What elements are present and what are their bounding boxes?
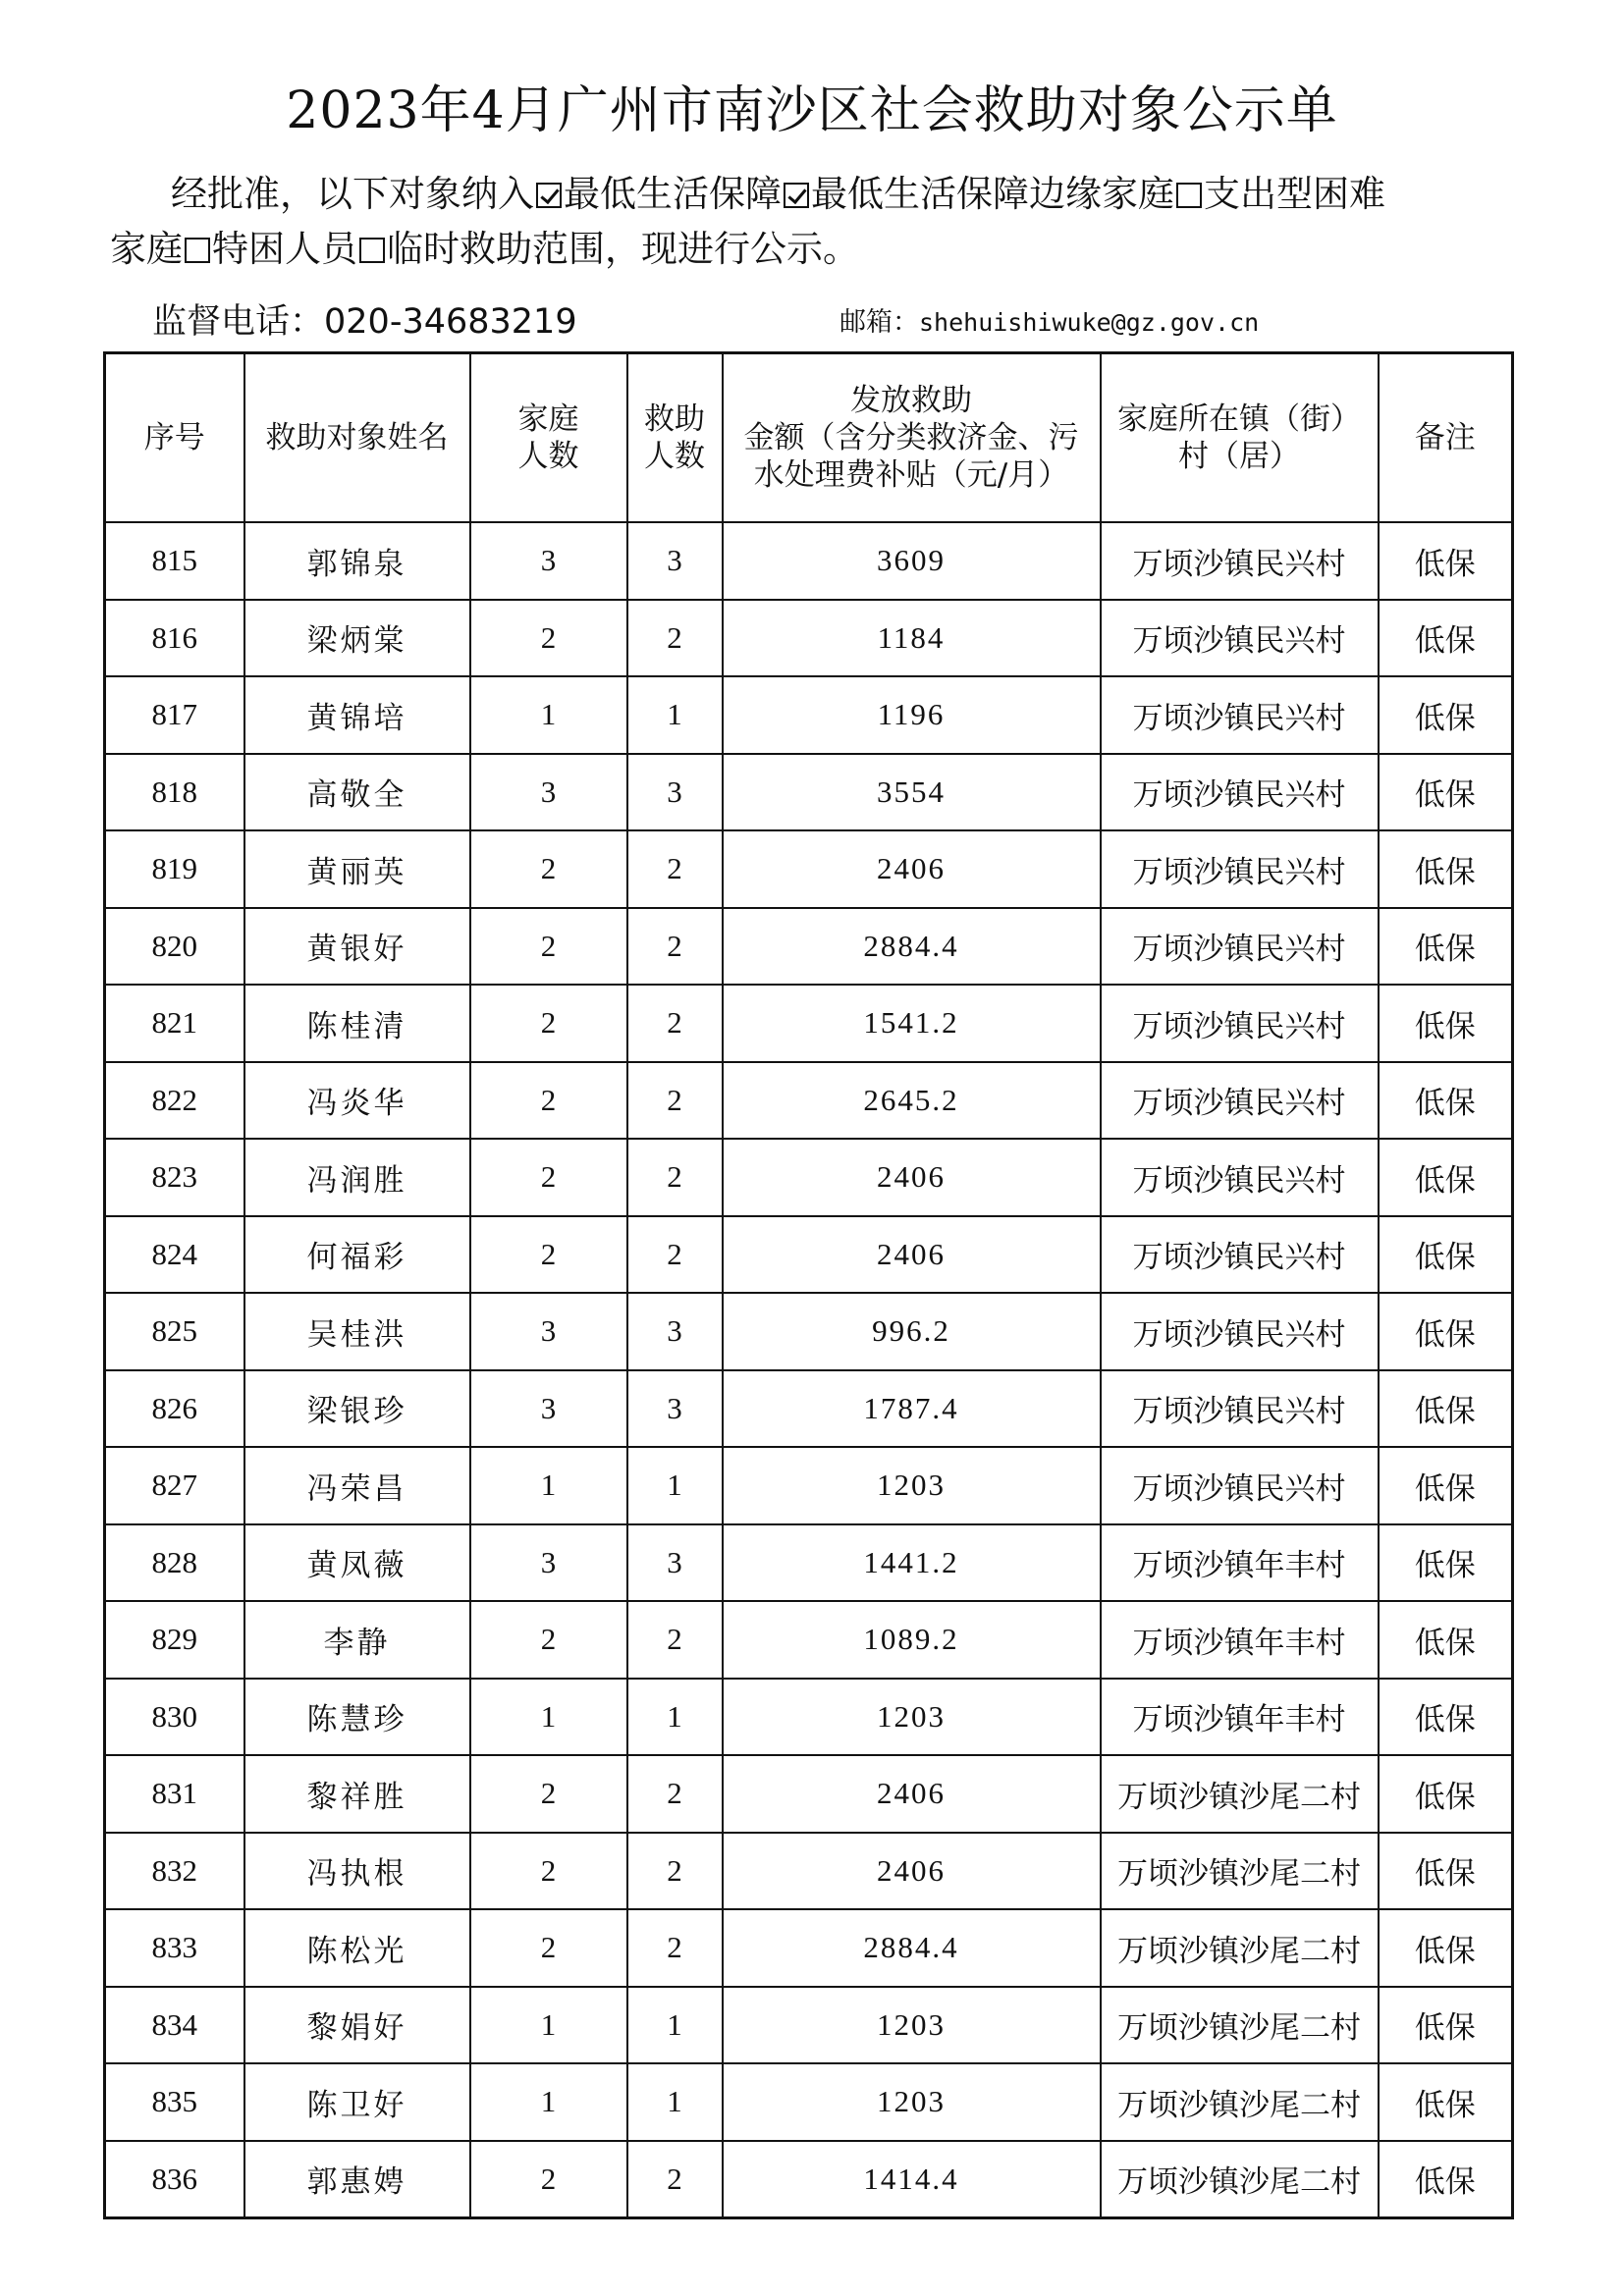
cell-name: 黄银好 (244, 908, 470, 986)
table-row (105, 2141, 1513, 2218)
table-row (105, 754, 1513, 831)
cell-seq: 819 (105, 830, 244, 908)
cell-location: 万顷沙镇民兴村 (1101, 908, 1379, 986)
cell-location: 万顷沙镇民兴村 (1101, 1062, 1379, 1140)
cell-note: 低保 (1379, 522, 1513, 600)
page-title: 2023年4月广州市南沙区社会救助对象公示单 (286, 81, 1338, 140)
cell-amount: 2406 (723, 1833, 1101, 1910)
cell-seq: 820 (105, 908, 244, 986)
cell-family-size: 1 (470, 1987, 627, 2064)
cell-name: 高敬全 (244, 754, 470, 831)
cell-location: 万顷沙镇民兴村 (1101, 1293, 1379, 1370)
cell-family-size: 2 (470, 1139, 627, 1216)
cell-seq: 829 (105, 1601, 244, 1679)
cell-amount: 996.2 (723, 1293, 1101, 1370)
contact-line (152, 294, 1330, 344)
cell-family-size: 2 (470, 908, 627, 986)
cell-note: 低保 (1379, 754, 1513, 831)
cell-amount: 1787.4 (723, 1370, 1101, 1448)
cell-amount: 2645.2 (723, 1062, 1101, 1140)
checkbox-marginal-family (784, 183, 809, 208)
intro-prefix: 经批准，以下对象纳入 (171, 173, 534, 215)
cell-note: 低保 (1379, 676, 1513, 754)
cell-aided-count: 3 (627, 754, 723, 831)
header-location (1101, 353, 1379, 523)
cell-amount: 1541.2 (723, 985, 1101, 1062)
cell-name: 黄丽英 (244, 830, 470, 908)
table-row (105, 1062, 1513, 1140)
option-extreme-poverty: 特困人员 (212, 228, 357, 270)
cell-family-size: 2 (470, 1062, 627, 1140)
cell-note: 低保 (1379, 1370, 1513, 1448)
cell-amount: 1203 (723, 1679, 1101, 1756)
email-block (839, 300, 1259, 339)
cell-amount: 1203 (723, 1447, 1101, 1524)
table-row (105, 830, 1513, 908)
cell-family-size: 3 (470, 1370, 627, 1448)
cell-family-size: 2 (470, 600, 627, 677)
cell-amount: 2406 (723, 830, 1101, 908)
cell-note: 低保 (1379, 1909, 1513, 1987)
table-row (105, 1447, 1513, 1524)
header-aided-l2: 人数 (644, 439, 705, 474)
cell-seq: 824 (105, 1216, 244, 1294)
cell-family-size: 1 (470, 676, 627, 754)
cell-name: 冯执根 (244, 1833, 470, 1910)
cell-family-size: 2 (470, 2141, 627, 2218)
cell-name: 郭锦泉 (244, 522, 470, 600)
cell-family-size: 2 (470, 1909, 627, 1987)
cell-amount: 1203 (723, 2063, 1101, 2141)
cell-family-size: 3 (470, 754, 627, 831)
cell-seq: 834 (105, 1987, 244, 2064)
header-amount-l2: 金额（含分类救济金、污 (743, 420, 1079, 455)
header-family-l2: 人数 (517, 439, 579, 474)
cell-amount: 2406 (723, 1755, 1101, 1833)
checkbox-expenditure-hardship (1176, 183, 1202, 208)
cell-aided-count: 2 (627, 600, 723, 677)
cell-location: 万顷沙镇沙尾二村 (1101, 2141, 1379, 2218)
cell-aided-count: 1 (627, 1679, 723, 1756)
table-row (105, 1679, 1513, 1756)
cell-aided-count: 3 (627, 1524, 723, 1602)
table-row (105, 600, 1513, 677)
cell-location: 万顷沙镇年丰村 (1101, 1679, 1379, 1756)
cell-note: 低保 (1379, 600, 1513, 677)
header-family-size (470, 353, 627, 523)
cell-note: 低保 (1379, 1447, 1513, 1524)
option-expenditure-hardship: 支出型困难 (1204, 173, 1385, 215)
table-row (105, 1909, 1513, 1987)
cell-location: 万顷沙镇民兴村 (1101, 522, 1379, 600)
table-row (105, 1601, 1513, 1679)
cell-seq: 821 (105, 985, 244, 1062)
table-row (105, 676, 1513, 754)
header-amount-l1: 发放救助 (850, 383, 972, 418)
cell-name: 黎祥胜 (244, 1755, 470, 1833)
table-row (105, 1139, 1513, 1216)
table-row (105, 985, 1513, 1062)
cell-aided-count: 2 (627, 2141, 723, 2218)
table-row (105, 1833, 1513, 1910)
cell-aided-count: 3 (627, 1370, 723, 1448)
cell-amount: 2884.4 (723, 1909, 1101, 1987)
intro-line-1 (110, 167, 1514, 222)
cell-amount: 1089.2 (723, 1601, 1101, 1679)
cell-name: 李静 (244, 1601, 470, 1679)
cell-note: 低保 (1379, 1216, 1513, 1294)
cell-family-size: 3 (470, 1524, 627, 1602)
cell-note: 低保 (1379, 1524, 1513, 1602)
cell-amount: 1414.4 (723, 2141, 1101, 2218)
cell-location: 万顷沙镇年丰村 (1101, 1524, 1379, 1602)
cell-family-size: 1 (470, 1679, 627, 1756)
assistance-table (103, 351, 1514, 2219)
header-amount (723, 353, 1101, 523)
header-name: 救助对象姓名 (244, 353, 470, 523)
table-row (105, 1216, 1513, 1294)
cell-seq: 818 (105, 754, 244, 831)
cell-aided-count: 2 (627, 985, 723, 1062)
cell-seq: 815 (105, 522, 244, 600)
cell-name: 陈松光 (244, 1909, 470, 1987)
cell-note: 低保 (1379, 1062, 1513, 1140)
cell-location: 万顷沙镇民兴村 (1101, 1216, 1379, 1294)
cell-amount: 2884.4 (723, 908, 1101, 986)
cell-amount: 3554 (723, 754, 1101, 831)
cell-aided-count: 1 (627, 1987, 723, 2064)
cell-family-size: 1 (470, 1447, 627, 1524)
header-amount-l3: 水处理费补贴（元/月） (753, 457, 1069, 493)
cell-seq: 827 (105, 1447, 244, 1524)
cell-location: 万顷沙镇民兴村 (1101, 985, 1379, 1062)
header-location-l2: 村（居） (1178, 439, 1300, 474)
cell-name: 陈卫好 (244, 2063, 470, 2141)
cell-aided-count: 2 (627, 1062, 723, 1140)
cell-name: 梁炳棠 (244, 600, 470, 677)
phone-label: 监督电话： (152, 302, 325, 342)
cell-aided-count: 1 (627, 676, 723, 754)
cell-family-size: 2 (470, 1601, 627, 1679)
option-marginal-family: 最低生活保障边缘家庭 (811, 173, 1174, 215)
checkbox-temporary-assistance (359, 238, 385, 263)
table-header-row (105, 353, 1513, 523)
cell-seq: 833 (105, 1909, 244, 1987)
cell-location: 万顷沙镇民兴村 (1101, 676, 1379, 754)
cell-name: 黄锦培 (244, 676, 470, 754)
cell-family-size: 2 (470, 985, 627, 1062)
cell-location: 万顷沙镇沙尾二村 (1101, 1833, 1379, 1910)
table-row (105, 522, 1513, 600)
checkbox-minimum-living-security (536, 183, 562, 208)
table-row (105, 2063, 1513, 2141)
cell-name: 梁银珍 (244, 1370, 470, 1448)
cell-amount: 1184 (723, 600, 1101, 677)
table-body (105, 522, 1513, 2218)
cell-seq: 822 (105, 1062, 244, 1140)
cell-amount: 2406 (723, 1139, 1101, 1216)
header-note: 备注 (1379, 353, 1513, 523)
cell-note: 低保 (1379, 830, 1513, 908)
cell-aided-count: 1 (627, 2063, 723, 2141)
cell-name: 黎娟好 (244, 1987, 470, 2064)
cell-seq: 816 (105, 600, 244, 677)
cell-location: 万顷沙镇民兴村 (1101, 1139, 1379, 1216)
cell-aided-count: 2 (627, 1755, 723, 1833)
table-row (105, 1755, 1513, 1833)
cell-family-size: 2 (470, 830, 627, 908)
cell-location: 万顷沙镇沙尾二村 (1101, 1755, 1379, 1833)
table-row (105, 1987, 1513, 2064)
cell-note: 低保 (1379, 1601, 1513, 1679)
email-label: 邮箱： (839, 307, 919, 338)
cell-amount: 1196 (723, 676, 1101, 754)
cell-aided-count: 2 (627, 908, 723, 986)
intro-line2-start: 家庭 (110, 228, 183, 270)
option-temporary-assistance: 临时救助范围，现进行公示。 (387, 228, 859, 270)
cell-aided-count: 2 (627, 830, 723, 908)
cell-location: 万顷沙镇民兴村 (1101, 754, 1379, 831)
header-seq: 序号 (105, 353, 244, 523)
cell-amount: 1441.2 (723, 1524, 1101, 1602)
cell-note: 低保 (1379, 985, 1513, 1062)
cell-name: 冯炎华 (244, 1062, 470, 1140)
header-location-l1: 家庭所在镇（街） (1117, 401, 1361, 437)
cell-seq: 826 (105, 1370, 244, 1448)
cell-aided-count: 2 (627, 1216, 723, 1294)
cell-seq: 836 (105, 2141, 244, 2218)
cell-seq: 823 (105, 1139, 244, 1216)
cell-aided-count: 2 (627, 1909, 723, 1987)
cell-note: 低保 (1379, 1679, 1513, 1756)
cell-name: 黄凤薇 (244, 1524, 470, 1602)
cell-family-size: 3 (470, 1293, 627, 1370)
intro-line-2 (110, 222, 1514, 277)
cell-name: 陈桂清 (244, 985, 470, 1062)
table-row (105, 1293, 1513, 1370)
cell-seq: 825 (105, 1293, 244, 1370)
cell-aided-count: 3 (627, 1293, 723, 1370)
checkbox-extreme-poverty (185, 238, 210, 263)
phone-number: 020-34683219 (324, 302, 577, 342)
cell-note: 低保 (1379, 1293, 1513, 1370)
cell-seq: 831 (105, 1755, 244, 1833)
cell-location: 万顷沙镇沙尾二村 (1101, 1909, 1379, 1987)
cell-family-size: 3 (470, 522, 627, 600)
cell-seq: 830 (105, 1679, 244, 1756)
cell-amount: 1203 (723, 1987, 1101, 2064)
cell-family-size: 1 (470, 2063, 627, 2141)
cell-location: 万顷沙镇民兴村 (1101, 600, 1379, 677)
email-address: shehuishiwuke@gz.gov.cn (919, 308, 1260, 337)
cell-name: 冯荣昌 (244, 1447, 470, 1524)
cell-note: 低保 (1379, 908, 1513, 986)
header-family-l1: 家庭 (517, 401, 579, 437)
cell-aided-count: 2 (627, 1601, 723, 1679)
cell-aided-count: 2 (627, 1139, 723, 1216)
header-aided-count (627, 353, 723, 523)
cell-name: 何福彩 (244, 1216, 470, 1294)
cell-name: 冯润胜 (244, 1139, 470, 1216)
cell-seq: 835 (105, 2063, 244, 2141)
cell-note: 低保 (1379, 1755, 1513, 1833)
cell-name: 吴桂洪 (244, 1293, 470, 1370)
header-aided-l1: 救助 (644, 401, 705, 437)
cell-seq: 832 (105, 1833, 244, 1910)
cell-family-size: 2 (470, 1833, 627, 1910)
table-row (105, 1370, 1513, 1448)
cell-seq: 828 (105, 1524, 244, 1602)
table-row (105, 1524, 1513, 1602)
cell-location: 万顷沙镇民兴村 (1101, 1447, 1379, 1524)
cell-aided-count: 1 (627, 1447, 723, 1524)
cell-note: 低保 (1379, 1139, 1513, 1216)
cell-note: 低保 (1379, 2141, 1513, 2218)
cell-note: 低保 (1379, 1987, 1513, 2064)
cell-aided-count: 2 (627, 1833, 723, 1910)
cell-seq: 817 (105, 676, 244, 754)
cell-location: 万顷沙镇民兴村 (1101, 1370, 1379, 1448)
cell-location: 万顷沙镇年丰村 (1101, 1601, 1379, 1679)
cell-family-size: 2 (470, 1755, 627, 1833)
cell-location: 万顷沙镇沙尾二村 (1101, 1987, 1379, 2064)
table-row (105, 908, 1513, 986)
option-minimum-living-security: 最低生活保障 (564, 173, 782, 215)
cell-amount: 3609 (723, 522, 1101, 600)
cell-note: 低保 (1379, 2063, 1513, 2141)
cell-aided-count: 3 (627, 522, 723, 600)
intro-paragraph (110, 167, 1514, 277)
cell-note: 低保 (1379, 1833, 1513, 1910)
cell-location: 万顷沙镇沙尾二村 (1101, 2063, 1379, 2141)
cell-name: 郭惠娉 (244, 2141, 470, 2218)
cell-family-size: 2 (470, 1216, 627, 1294)
cell-amount: 2406 (723, 1216, 1101, 1294)
cell-location: 万顷沙镇民兴村 (1101, 830, 1379, 908)
cell-name: 陈慧珍 (244, 1679, 470, 1756)
